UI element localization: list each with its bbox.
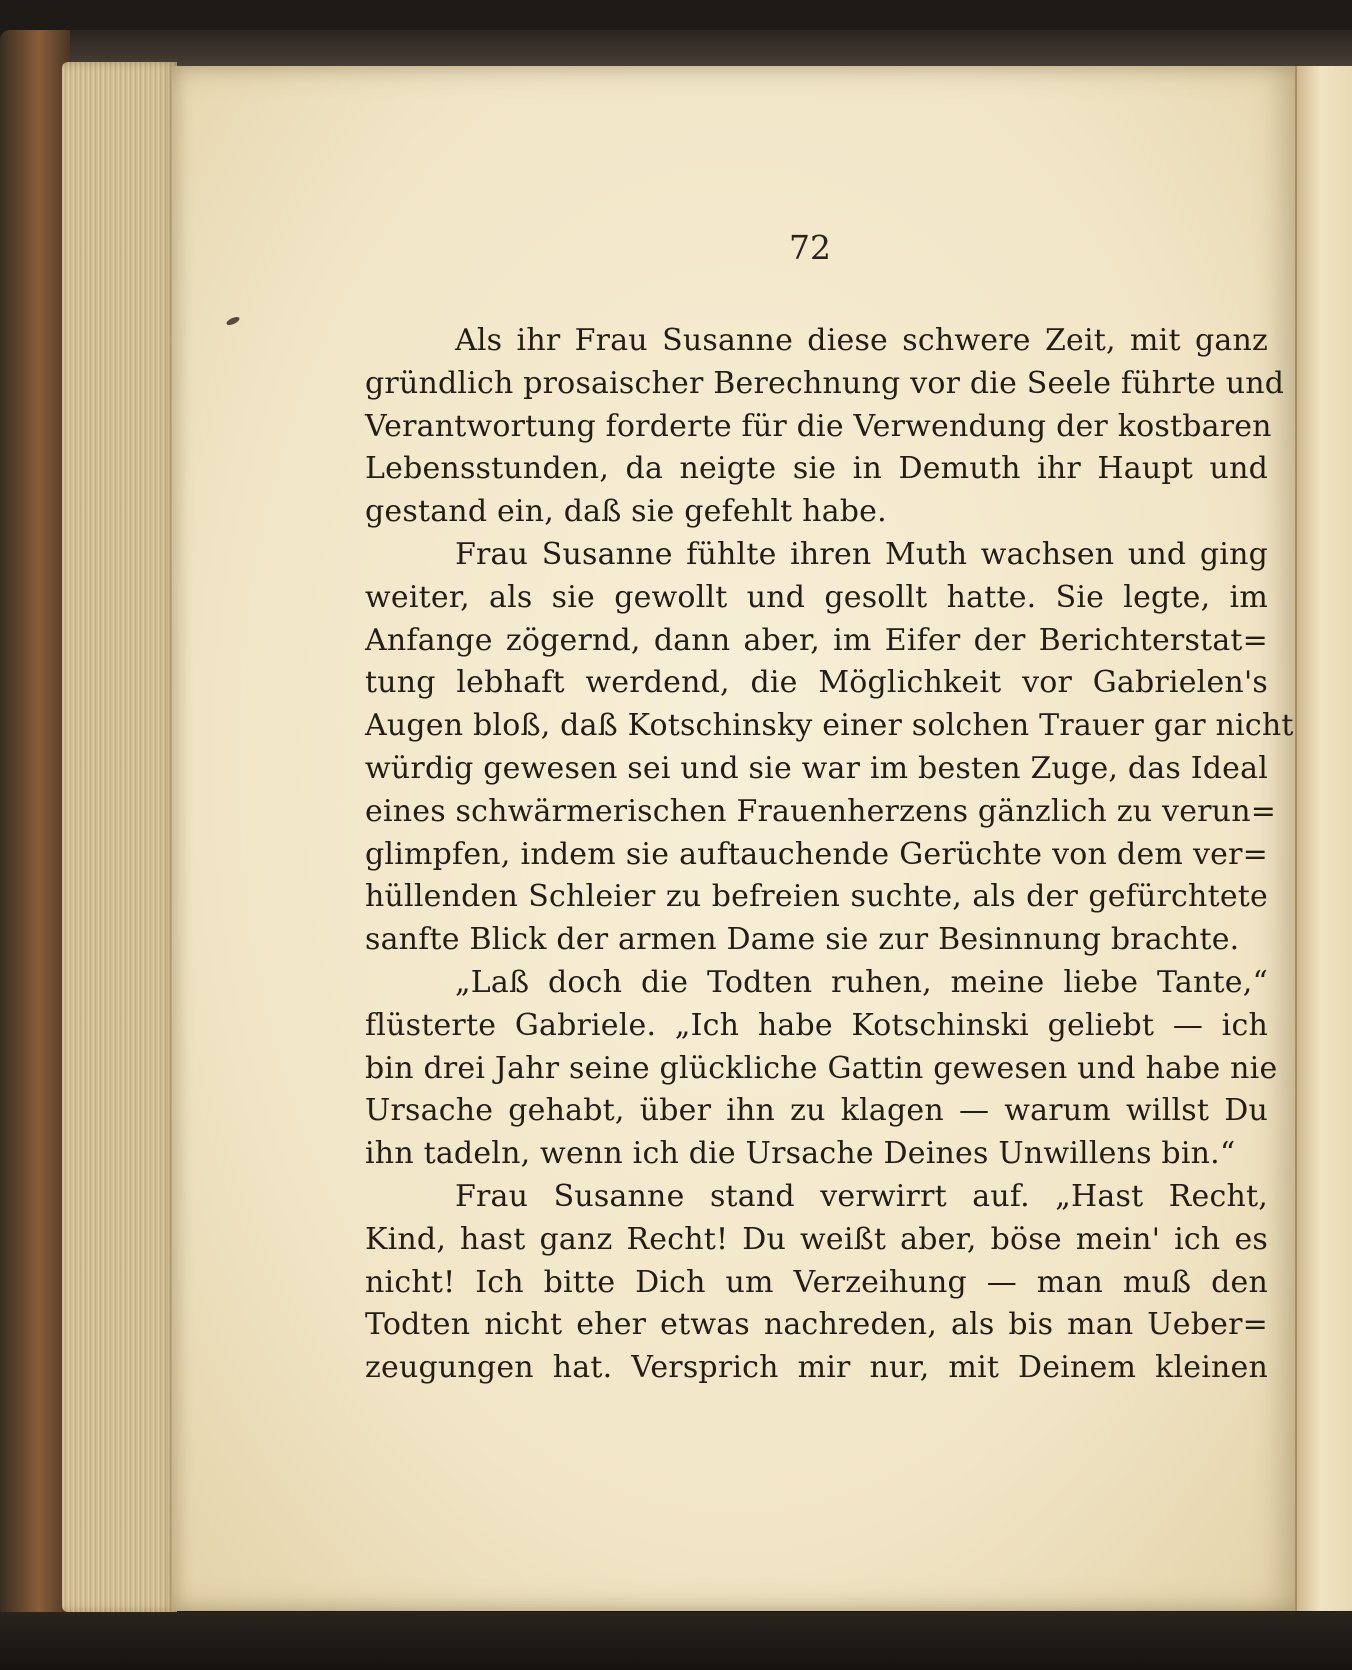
page-gutter	[1295, 66, 1352, 1611]
text-line: Verantwortung forderte für die Verwendung der kostbaren	[365, 408, 1272, 444]
text-line: „Laß doch die Todten ruhen, meine liebe Tante,“	[455, 964, 1268, 1000]
text-line: würdig gewesen sei und sie war im besten Zuge, das Ideal	[365, 750, 1268, 786]
text-line: sanfte Blick der armen Dame sie zur Besinnung brachte.	[365, 922, 1240, 958]
book-cover-top	[40, 30, 1352, 70]
book-cover-spine	[0, 30, 70, 1620]
text-line: Anfange zögernd, dann aber, im Eifer der Berichterstat=	[365, 622, 1268, 658]
text-line: Kind, hast ganz Recht! Du weißt aber, böse mein' ich es	[365, 1221, 1268, 1257]
text-line: bin drei Jahr seine glückliche Gattin gewesen und habe nie	[365, 1050, 1278, 1086]
text-line: Als ihr Frau Susanne diese schwere Zeit, mit ganz	[455, 323, 1268, 358]
text-line: tung lebhaft werdend, die Möglichkeit vor Gabrielen's	[365, 665, 1268, 701]
text-line: ihn tadeln, wenn ich die Ursache Deines Unwillens bin.“	[365, 1136, 1236, 1172]
text-line: glimpfen, indem sie auftauchende Gerüchte von dem ver=	[365, 836, 1268, 872]
text-line: Lebensstunden, da neigte sie in Demuth ihr Haupt und	[365, 451, 1268, 487]
text-line: zeugungen hat. Versprich mir nur, mit Deinem kleinen	[365, 1350, 1268, 1386]
text-line: Ursache gehabt, über ihn zu klagen — warum willst Du	[365, 1093, 1268, 1129]
text-line: gründlich prosaischer Berechnung vor die Seele führte und	[365, 365, 1285, 401]
text-line: hüllenden Schleier zu befreien suchte, als der gefürchtete	[365, 879, 1268, 915]
text-line: Augen bloß, daß Kotschinsky einer solchen Trauer gar nicht	[365, 708, 1294, 744]
text-line: Frau Susanne fühlte ihren Muth wachsen und ging	[455, 536, 1268, 572]
text-line: Frau Susanne stand verwirrt auf. „Hast Recht,	[455, 1178, 1268, 1214]
text-line: nicht! Ich bitte Dich um Verzeihung — man muß den	[365, 1264, 1268, 1300]
page-edges	[62, 62, 177, 1612]
text-line: weiter, als sie gewollt und gesollt hatte. Sie legte, im	[365, 579, 1268, 615]
text-line: Todten nicht eher etwas nachreden, als bis man Ueber=	[365, 1307, 1268, 1343]
page-text	[365, 320, 1294, 1390]
book-bottom-edge	[0, 1612, 1352, 1670]
text-line: eines schwärmerischen Frauenherzens gänzlich zu verun=	[365, 793, 1277, 829]
page-number: 72	[789, 228, 831, 267]
text-line: gestand ein, daß sie gefehlt habe.	[365, 494, 887, 530]
text-line: flüsterte Gabriele. „Ich habe Kotschinski geliebt — ich	[365, 1007, 1268, 1043]
